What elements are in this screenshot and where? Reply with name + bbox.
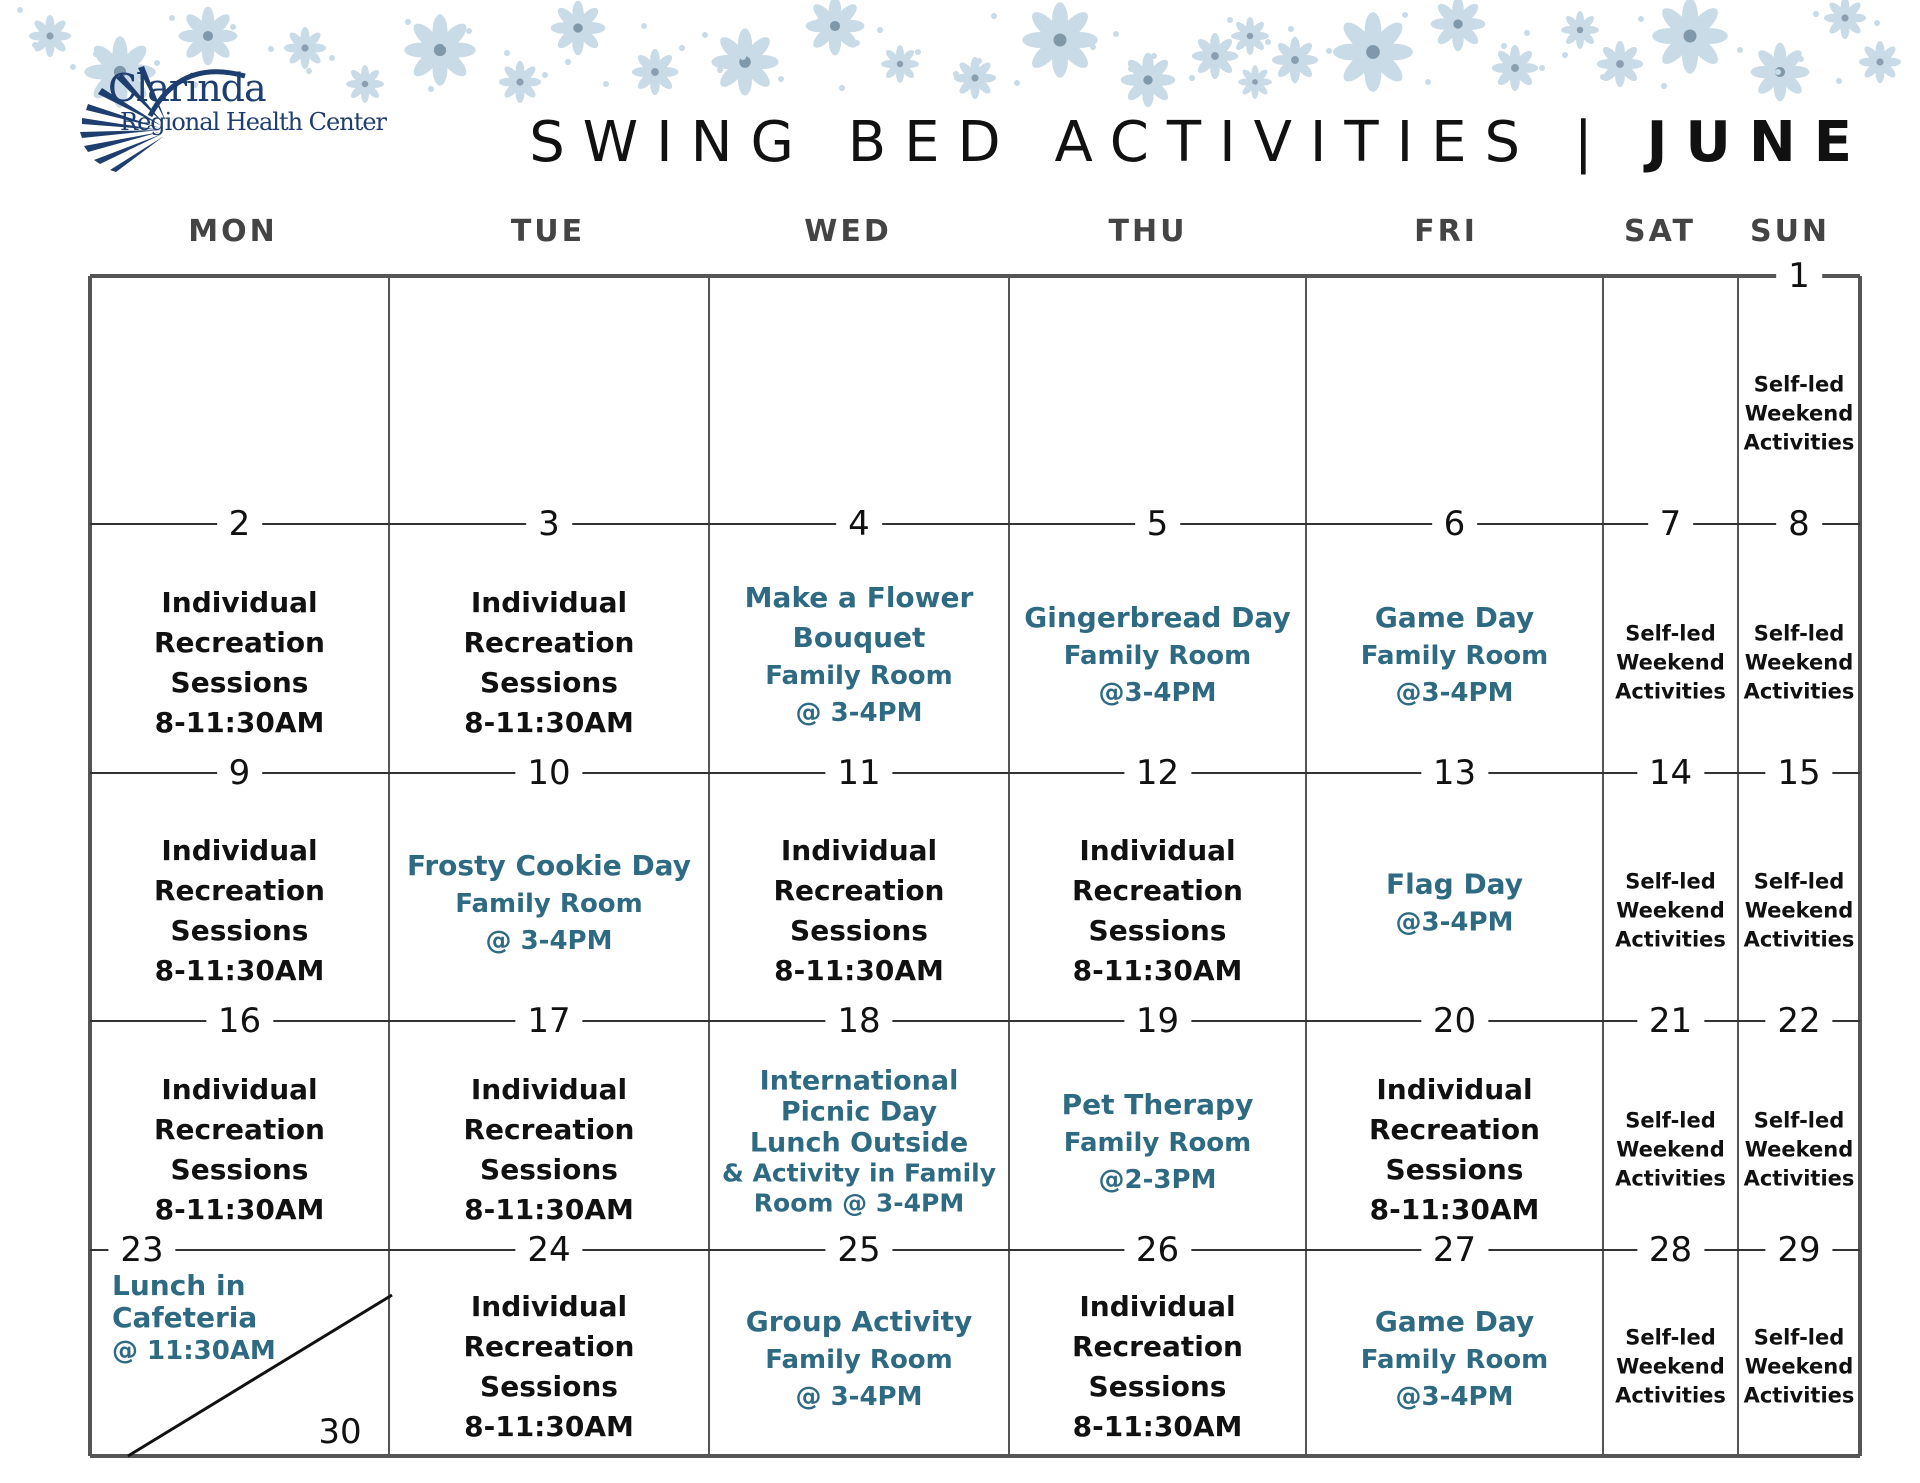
date-number: 8: [1776, 504, 1822, 544]
weekday-sun: SUN: [1749, 214, 1831, 249]
event-details: @3-4PM: [1395, 907, 1514, 938]
event-title: Gingerbread Day: [1024, 600, 1291, 634]
weekday-mon: MON: [188, 214, 278, 249]
date-number: 28: [1637, 1230, 1704, 1270]
event-details: & Activity in Family Room @ 3-4PM: [721, 1158, 997, 1217]
special-event: [745, 578, 974, 732]
org-name: Clarinda: [108, 66, 266, 110]
date-number: 14: [1637, 753, 1704, 793]
event-details: @ 11:30AM: [112, 1336, 276, 1366]
weekday-wed: WED: [804, 214, 892, 249]
event-title: Lunch in Cafeteria: [112, 1269, 258, 1334]
individual-session: Individual Recreation Sessions 8-11:30AM: [154, 834, 325, 987]
date-number: 13: [1421, 753, 1488, 793]
individual-session: Individual Recreation Sessions 8-11:30AM: [1369, 1072, 1540, 1226]
org-subtitle: Regional Health Center: [120, 108, 387, 136]
weekend-activity: Self-led Weekend Activities: [1615, 1325, 1726, 1408]
weekend-activity: Self-led Weekend Activities: [1743, 1108, 1855, 1190]
individual-session: Individual Recreation Sessions 8-11:30AM: [154, 1072, 325, 1226]
special-event: [407, 846, 691, 960]
date-number: 25: [825, 1230, 892, 1270]
event-title: Group Activity: [745, 1305, 973, 1338]
event-details: Family Room @3-4PM: [1063, 640, 1252, 708]
date-number: 23: [108, 1230, 175, 1270]
weekend-activity: Self-led Weekend Activities: [1615, 869, 1726, 952]
date-number: 10: [515, 753, 582, 793]
date-number: 21: [1637, 1001, 1704, 1041]
date-number: 17: [515, 1001, 582, 1041]
title-text: SWING BED ACTIVITIES |: [529, 110, 1611, 175]
date-number: 20: [1421, 1001, 1488, 1041]
date-number: 2: [217, 504, 263, 544]
event-title: Flag Day: [1386, 867, 1523, 901]
individual-session: Individual Recreation Sessions 8-11:30AM: [1072, 1290, 1243, 1443]
date-number-secondary: 30: [306, 1412, 373, 1452]
weekend-activity: Self-led Weekend Activities: [1615, 621, 1726, 703]
special-event: [1024, 598, 1290, 712]
title-month: JUNE: [1646, 110, 1870, 175]
weekend-activity: Self-led Weekend Activities: [1743, 869, 1855, 952]
date-number: 24: [515, 1230, 582, 1270]
event-details: Family Room @3-4PM: [1360, 640, 1549, 708]
special-event: [1062, 1085, 1254, 1199]
special-event: [746, 1302, 973, 1416]
event-title: Game Day: [1374, 600, 1535, 634]
weekend-activity: Self-led Weekend Activities: [1743, 621, 1855, 703]
date-number: 16: [206, 1001, 273, 1041]
individual-session: Individual Recreation Sessions 8-11:30AM: [1072, 834, 1243, 987]
special-event: [112, 1270, 276, 1368]
date-number: 5: [1135, 504, 1181, 544]
date-number: 7: [1648, 504, 1694, 544]
event-title: International Picnic Day Lunch Outside: [749, 1065, 969, 1158]
special-event: [1361, 598, 1549, 712]
weekday-fri: FRI: [1414, 214, 1478, 249]
date-number: 3: [526, 504, 572, 544]
event-details: Family Room @ 3-4PM: [455, 889, 643, 956]
date-number: 26: [1124, 1230, 1191, 1270]
date-number: 29: [1765, 1230, 1832, 1270]
special-event: [722, 1065, 996, 1218]
event-details: Family Room @ 3-4PM: [765, 1345, 953, 1412]
date-number: 11: [825, 753, 892, 793]
event-details: Family Room @ 3-4PM: [765, 660, 953, 728]
individual-session: Individual Recreation Sessions 8-11:30AM: [154, 585, 325, 739]
special-event: [1361, 1302, 1549, 1416]
weekday-tue: TUE: [510, 214, 586, 249]
event-details: Family Room @3-4PM: [1360, 1345, 1549, 1412]
event-details: Family Room @2-3PM: [1063, 1127, 1252, 1195]
individual-session: Individual Recreation Sessions 8-11:30AM: [773, 834, 945, 987]
weekend-activity: Self-led Weekend Activities: [1743, 1325, 1855, 1408]
date-number: 22: [1765, 1001, 1832, 1041]
date-number: 6: [1432, 504, 1478, 544]
event-title: Game Day: [1374, 1305, 1535, 1338]
date-number: 18: [825, 1001, 892, 1041]
special-event: [1386, 865, 1523, 942]
event-title: Make a Flower Bouquet: [744, 580, 974, 654]
individual-session: Individual Recreation Sessions 8-11:30AM: [463, 585, 635, 739]
weekday-thu: THU: [1108, 214, 1188, 249]
date-number: 9: [217, 753, 263, 793]
date-number: 27: [1421, 1230, 1488, 1270]
weekend-activity: Self-led Weekend Activities: [1615, 1108, 1726, 1190]
date-number: 12: [1124, 753, 1191, 793]
individual-session: Individual Recreation Sessions 8-11:30AM: [463, 1290, 635, 1443]
date-number: 15: [1765, 753, 1832, 793]
date-number: 4: [836, 504, 882, 544]
weekend-activity: Self-led Weekend Activities: [1743, 372, 1855, 455]
weekday-sat: SAT: [1624, 214, 1696, 249]
individual-session: Individual Recreation Sessions 8-11:30AM: [463, 1072, 635, 1226]
date-number: 19: [1124, 1001, 1191, 1041]
event-title: Frosty Cookie Day: [407, 849, 691, 882]
date-number: 1: [1776, 256, 1822, 296]
event-title: Pet Therapy: [1061, 1087, 1254, 1121]
